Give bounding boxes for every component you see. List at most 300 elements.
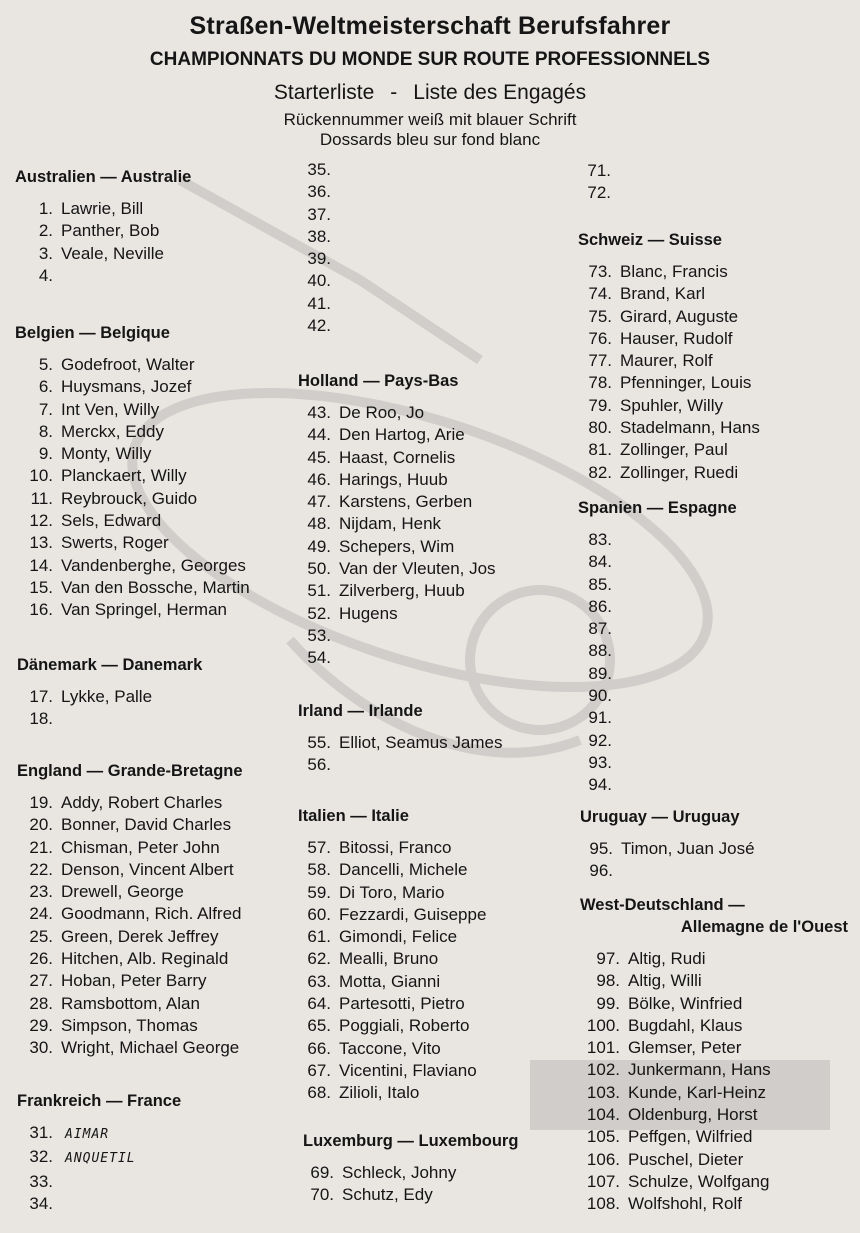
team-title: Frankreich — France	[17, 1092, 182, 1110]
bib-number: 1.	[38, 199, 53, 218]
starter-entry	[298, 732, 502, 754]
entry-list	[298, 732, 502, 777]
entry-list	[578, 261, 760, 484]
team-luxembourg-continued	[585, 160, 611, 205]
bib-number: 48.	[307, 514, 331, 534]
bib-number: 22.	[29, 859, 53, 879]
starter-entry	[305, 315, 331, 337]
rider-name: Brand, Karl	[620, 284, 706, 304]
entry-list	[585, 160, 611, 205]
bib-number: 61.	[307, 927, 331, 947]
rider-name: Schutz, Edy	[342, 1185, 433, 1205]
bib-number: 41.	[307, 293, 331, 313]
rider-name: Fezzardi, Guiseppe	[339, 904, 487, 924]
team-england	[17, 760, 243, 1060]
rider-name: Schleck, Johny	[342, 1163, 457, 1182]
starter-entry	[17, 1122, 181, 1146]
starter-entry	[298, 447, 496, 469]
rider-name: Mealli, Bruno	[339, 949, 439, 969]
bib-number: 32.	[29, 1147, 53, 1167]
bib-number: 70.	[310, 1185, 334, 1205]
bib-number: 25.	[29, 926, 53, 946]
team-switzerland	[578, 229, 760, 484]
starter-entry	[17, 708, 202, 730]
starter-entry	[580, 993, 848, 1015]
starter-entry	[578, 774, 737, 796]
rider-name: Altig, Rudi	[628, 949, 706, 968]
entry-list	[298, 837, 486, 1105]
rider-name: Dancelli, Michele	[339, 860, 468, 880]
starter-entry	[580, 1082, 848, 1104]
bib-number: 53.	[307, 625, 331, 645]
bib-number: 89.	[588, 663, 612, 683]
rider-name: Lykke, Palle	[61, 687, 153, 706]
starter-entry	[298, 926, 486, 948]
rider-name: Zilverberg, Huub	[339, 581, 465, 601]
bib-number: 14.	[29, 555, 53, 575]
bib-number: 43.	[307, 403, 331, 422]
bib-number: 39.	[307, 249, 331, 269]
rider-name: Van Springel, Herman	[61, 600, 227, 620]
starter-entry	[303, 1184, 518, 1206]
bib-number: 92.	[588, 730, 612, 750]
starter-entry	[580, 1037, 848, 1059]
starter-entry	[303, 1162, 518, 1184]
bib-number: 59.	[307, 882, 331, 902]
bib-number: 60.	[307, 904, 331, 924]
starter-entry	[305, 270, 331, 292]
starter-entry	[305, 181, 331, 203]
bib-number: 96.	[589, 861, 613, 881]
bib-number: 10.	[29, 466, 53, 486]
starter-entry	[578, 306, 760, 328]
team-spain	[578, 497, 737, 797]
starter-entry	[17, 903, 243, 925]
starter-entry	[298, 625, 496, 647]
rider-name: Zollinger, Paul	[620, 440, 728, 460]
bib-number: 52.	[307, 603, 331, 623]
bib-number: 20.	[29, 815, 53, 835]
starter-entry	[15, 599, 250, 621]
rider-name: Van den Bossche, Martin	[61, 577, 250, 597]
starter-entry	[15, 577, 250, 599]
entry-list	[580, 838, 755, 883]
rider-name: Van der Vleuten, Jos	[339, 559, 496, 579]
bib-number: 51.	[307, 581, 331, 601]
starter-entry	[17, 993, 243, 1015]
rider-name: Hugens	[339, 603, 398, 623]
team-denmark	[17, 654, 202, 731]
starter-entry	[578, 618, 737, 640]
rider-name: Di Toro, Mario	[339, 882, 445, 902]
bib-number: 62.	[307, 949, 331, 969]
rider-name: Vicentini, Flaviano	[339, 1060, 477, 1080]
bib-number: 98.	[596, 971, 620, 991]
rider-name: Glemser, Peter	[628, 1038, 742, 1058]
bib-number: 103.	[586, 1082, 620, 1102]
starter-entry	[578, 685, 737, 707]
bib-number: 38.	[307, 226, 331, 246]
starter-list-de: Starterliste	[273, 81, 375, 104]
entry-list	[298, 402, 496, 670]
starter-entry	[17, 686, 202, 708]
bib-number: 34.	[29, 1193, 53, 1213]
bib-number: 42.	[307, 316, 331, 336]
bib-number: 90.	[588, 686, 612, 706]
starter-entry	[578, 283, 760, 305]
starter-entry	[298, 837, 486, 859]
bib-number: 105.	[586, 1127, 620, 1147]
team-title: Holland — Pays-Bas	[298, 372, 459, 390]
bib-number: 97.	[596, 949, 620, 968]
starter-entry	[305, 226, 331, 248]
rider-name: Harings, Huub	[339, 469, 448, 489]
rider-name: Stadelmann, Hans	[620, 418, 760, 438]
bib-number: 100.	[586, 1015, 620, 1035]
rider-name: Lawrie, Bill	[61, 199, 144, 218]
starter-entry	[298, 859, 486, 881]
bib-number: 37.	[307, 204, 331, 224]
rider-name: Girard, Auguste	[620, 306, 739, 326]
bib-number: 72.	[587, 183, 611, 203]
starter-entry	[578, 640, 737, 662]
bib-number: 69.	[310, 1163, 334, 1182]
starter-entry	[578, 707, 737, 729]
bib-number: 4.	[38, 265, 53, 285]
starter-entry	[15, 220, 191, 242]
bib-number: 30.	[29, 1038, 53, 1058]
starter-entry	[298, 402, 496, 424]
starter-entry	[17, 1171, 181, 1193]
team-title-line1: West-Deutschland —	[580, 896, 745, 914]
entry-list	[17, 792, 243, 1060]
starter-entry	[298, 754, 502, 776]
bib-number: 101.	[586, 1038, 620, 1058]
starter-entry	[298, 513, 496, 535]
rider-name: Den Hartog, Arie	[339, 425, 465, 445]
rider-name: Wright, Michael George	[61, 1038, 240, 1058]
starter-entry	[305, 159, 331, 181]
starter-entry	[15, 465, 250, 487]
rider-name: Zilioli, Italo	[339, 1083, 420, 1103]
entry-list	[17, 686, 202, 731]
team-title: Spanien — Espagne	[578, 499, 737, 517]
bib-number: 83.	[588, 530, 612, 549]
entry-list	[305, 159, 331, 337]
starter-entry	[580, 838, 755, 860]
rider-name: Planckaert, Willy	[61, 466, 187, 486]
starter-entry	[578, 395, 760, 417]
starter-entry	[15, 243, 191, 265]
starter-entry	[580, 1015, 848, 1037]
starter-entry	[17, 792, 243, 814]
bib-number: 9.	[38, 444, 53, 464]
starter-entry	[298, 424, 496, 446]
rider-name: Panther, Bob	[61, 221, 160, 241]
team-france	[17, 1090, 181, 1215]
bib-number: 33.	[29, 1171, 53, 1191]
starter-entry	[578, 417, 760, 439]
rider-name: Merckx, Eddy	[61, 421, 164, 441]
starter-entry	[578, 551, 737, 573]
starter-entry	[15, 510, 250, 532]
bib-number: 16.	[29, 600, 53, 620]
rider-name: Hitchen, Alb. Reginald	[61, 949, 229, 969]
starter-entry	[580, 948, 848, 970]
bib-number: 102.	[586, 1060, 620, 1080]
bib-number: 3.	[38, 243, 53, 263]
starter-entry	[580, 1171, 848, 1193]
rider-name: Drewell, George	[61, 882, 184, 902]
handwritten-rider-name: ANQUETIL	[65, 1151, 136, 1167]
bib-number: 75.	[588, 306, 612, 326]
starter-entry	[298, 469, 496, 491]
rider-name: Bölke, Winfried	[628, 993, 743, 1013]
starter-entry	[298, 882, 486, 904]
starter-entry	[15, 443, 250, 465]
starter-entry	[298, 993, 486, 1015]
starter-entry	[578, 596, 737, 618]
rider-name: Elliot, Seamus James	[339, 733, 503, 752]
starter-entry	[15, 421, 250, 443]
bib-number: 46.	[307, 469, 331, 489]
entry-list	[17, 1122, 181, 1215]
bib-number: 13.	[29, 533, 53, 553]
bib-number: 24.	[29, 904, 53, 924]
entry-list	[578, 529, 737, 797]
rider-name: Taccone, Vito	[339, 1038, 441, 1058]
bib-number: 64.	[307, 994, 331, 1014]
document-title: Straßen-Weltmeisterschaft Berufsfahrer	[189, 12, 671, 40]
rider-name: Zollinger, Ruedi	[620, 462, 739, 482]
bib-number: 95.	[589, 839, 613, 858]
bib-number: 106.	[586, 1149, 620, 1169]
starter-entry	[17, 970, 243, 992]
bib-number: 21.	[29, 837, 53, 857]
bib-number: 47.	[307, 492, 331, 512]
team-title: Australien — Australie	[15, 168, 192, 186]
team-title: Italien — Italie	[298, 807, 409, 825]
team-uruguay	[580, 806, 755, 883]
starter-entry	[17, 837, 243, 859]
team-title: Belgien — Belgique	[15, 324, 170, 342]
starter-entry	[578, 439, 760, 461]
starter-entry	[578, 730, 737, 752]
rider-name: Huysmans, Jozef	[61, 377, 192, 397]
starter-entry	[585, 182, 611, 204]
bib-number: 104.	[586, 1105, 620, 1125]
rider-name: Gimondi, Felice	[339, 927, 458, 947]
starter-entry	[17, 1193, 181, 1215]
starter-entry	[17, 948, 243, 970]
rider-name: Altig, Willi	[628, 971, 702, 991]
entry-list	[580, 948, 848, 1216]
team-holland	[298, 370, 496, 670]
starter-entry	[580, 1193, 848, 1215]
starter-entry	[578, 663, 737, 685]
starter-entry	[17, 814, 243, 836]
starter-entry	[15, 555, 250, 577]
starter-entry	[298, 558, 496, 580]
team-belgium	[15, 322, 250, 622]
starter-entry	[585, 160, 611, 182]
rider-name: Spuhler, Willy	[620, 395, 723, 415]
bib-number: 76.	[588, 328, 612, 348]
bib-number: 6.	[38, 377, 53, 397]
bib-number: 68.	[307, 1083, 331, 1103]
rider-name: Hauser, Rudolf	[620, 328, 733, 348]
starter-entry	[15, 265, 191, 287]
team-west-germany	[580, 894, 848, 1216]
rider-name: Timon, Juan José	[621, 839, 755, 858]
starter-entry	[298, 1082, 486, 1104]
starter-entry	[298, 1015, 486, 1037]
bib-number: 29.	[29, 1015, 53, 1035]
bib-note	[0, 110, 860, 150]
team-title: Irland — Irlande	[298, 702, 423, 720]
bib-number: 93.	[588, 752, 612, 772]
starter-entry	[298, 971, 486, 993]
bib-number: 71.	[587, 161, 611, 180]
bib-number: 7.	[38, 399, 53, 419]
starter-list-separator: -	[390, 81, 398, 104]
starter-entry	[305, 293, 331, 315]
bib-number: 87.	[588, 619, 612, 639]
rider-name: Addy, Robert Charles	[61, 793, 223, 812]
rider-name: Ramsbottom, Alan	[61, 993, 200, 1013]
rider-name: De Roo, Jo	[339, 403, 425, 422]
rider-name: Bugdahl, Klaus	[628, 1015, 743, 1035]
bib-number: 55.	[307, 733, 331, 752]
bib-number: 28.	[29, 993, 53, 1013]
rider-name: Haast, Cornelis	[339, 447, 456, 467]
bib-number: 36.	[307, 182, 331, 202]
rider-name: Motta, Gianni	[339, 971, 441, 991]
starter-entry	[17, 859, 243, 881]
rider-name: Schulze, Wolfgang	[628, 1171, 770, 1191]
team-title: Dänemark — Danemark	[17, 656, 203, 674]
bib-number: 57.	[307, 838, 331, 857]
starter-entry	[298, 904, 486, 926]
bib-number: 56.	[307, 755, 331, 775]
bib-note-fr: Dossards bleu sur fond blanc	[319, 130, 541, 149]
bib-number: 80.	[588, 418, 612, 438]
bib-number: 18.	[29, 709, 53, 729]
rider-name: Hoban, Peter Barry	[61, 971, 207, 991]
rider-name: Maurer, Rolf	[620, 351, 713, 371]
bib-number: 54.	[307, 648, 331, 668]
starter-entry	[15, 399, 250, 421]
bib-number: 63.	[307, 971, 331, 991]
bib-number: 91.	[588, 708, 612, 728]
starter-entry	[578, 261, 760, 283]
bib-number: 79.	[588, 395, 612, 415]
bib-number: 58.	[307, 860, 331, 880]
team-title: Schweiz — Suisse	[578, 231, 722, 249]
entry-list	[15, 198, 191, 287]
rider-name: Nijdam, Henk	[339, 514, 442, 534]
rider-name: Denson, Vincent Albert	[61, 859, 234, 879]
bib-number: 19.	[29, 793, 53, 812]
starter-entry	[580, 1059, 848, 1081]
rider-name: Bonner, David Charles	[61, 815, 232, 835]
entry-list	[15, 354, 250, 622]
bib-number: 108.	[586, 1194, 620, 1214]
bib-number: 5.	[38, 355, 53, 374]
team-australia	[15, 166, 191, 287]
starter-entry	[580, 970, 848, 992]
bib-number: 81.	[588, 440, 612, 460]
rider-name: Godefroot, Walter	[61, 355, 195, 374]
rider-name: Veale, Neville	[61, 243, 165, 263]
team-france-continued	[305, 159, 331, 337]
starter-entry	[578, 462, 760, 484]
team-title	[580, 894, 848, 938]
starter-entry	[305, 204, 331, 226]
rider-name: Int Ven, Willy	[61, 399, 160, 419]
starter-entry	[298, 948, 486, 970]
starter-entry	[580, 1126, 848, 1148]
starter-entry	[15, 198, 191, 220]
bib-number: 107.	[586, 1171, 620, 1191]
starter-entry	[298, 1060, 486, 1082]
rider-name: Schepers, Wim	[339, 536, 455, 556]
starter-entry	[17, 1146, 181, 1170]
rider-name: Karstens, Gerben	[339, 492, 473, 512]
starter-entry	[17, 1037, 243, 1059]
starter-entry	[17, 1015, 243, 1037]
starter-entry	[578, 372, 760, 394]
starter-entry	[578, 752, 737, 774]
starter-entry	[578, 328, 760, 350]
rider-name: Pfenninger, Louis	[620, 373, 752, 393]
starter-entry	[305, 248, 331, 270]
starter-entry	[298, 647, 496, 669]
bib-number: 23.	[29, 882, 53, 902]
document-subtitle: CHAMPIONNATS DU MONDE SUR ROUTE PROFESSIONNELS	[149, 49, 711, 70]
rider-name: Junkermann, Hans	[628, 1060, 771, 1080]
rider-name: Chisman, Peter John	[61, 837, 220, 857]
bib-note-de: Rückennummer weiß mit blauer Schrift	[283, 110, 577, 129]
bib-number: 17.	[29, 687, 53, 706]
team-ireland	[298, 700, 502, 777]
starter-entry	[298, 1038, 486, 1060]
bib-number: 66.	[307, 1038, 331, 1058]
starter-entry	[580, 1104, 848, 1126]
rider-name: Kunde, Karl-Heinz	[628, 1082, 766, 1102]
rider-name: Swerts, Roger	[61, 533, 169, 553]
starter-entry	[298, 603, 496, 625]
rider-name: Sels, Edward	[61, 511, 162, 531]
starter-entry	[578, 574, 737, 596]
bib-number: 78.	[588, 373, 612, 393]
rider-name: Green, Derek Jeffrey	[61, 926, 219, 946]
team-title: England — Grande-Bretagne	[17, 762, 243, 780]
starter-list-fr: Liste des Engagés	[413, 81, 587, 104]
starter-list-heading	[0, 81, 860, 105]
bib-number: 11.	[30, 488, 53, 508]
bib-number: 84.	[588, 552, 612, 572]
rider-name: Bitossi, Franco	[339, 838, 452, 857]
bib-number: 73.	[588, 262, 612, 281]
starter-entry	[17, 926, 243, 948]
starter-entry	[578, 350, 760, 372]
starter-entry	[15, 488, 250, 510]
starter-entry	[298, 536, 496, 558]
team-title-line2: Allemagne de l'Ouest	[680, 918, 848, 936]
bib-number: 45.	[307, 447, 331, 467]
team-italy	[298, 805, 486, 1105]
